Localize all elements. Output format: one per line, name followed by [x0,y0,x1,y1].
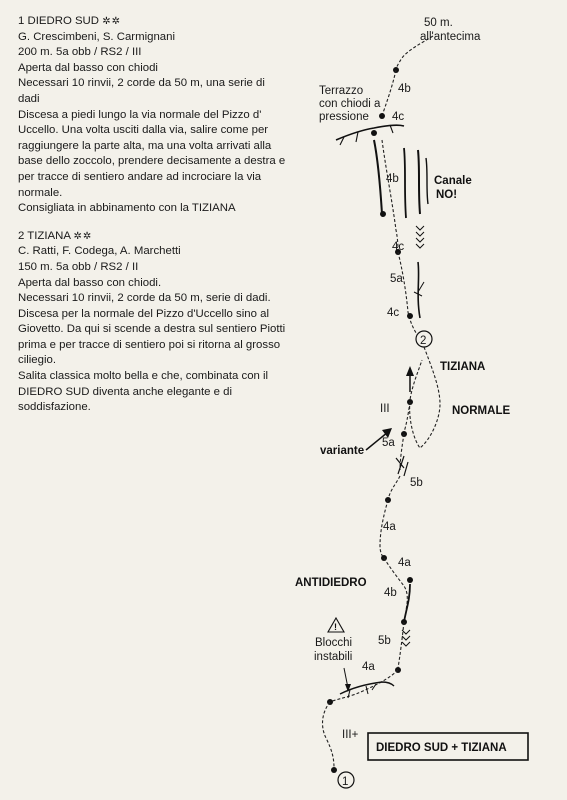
warning-mark: ! [334,622,337,632]
route-title: 1 DIEDRO SUD [18,15,100,27]
stand-number-2: 2 [420,335,427,347]
route-advice: Consigliata in abbinamento con la TIZIANA [18,202,236,215]
crack-line [404,148,406,218]
combo-route-label: DIEDRO SUD + TIZIANA [376,742,507,754]
route-line [382,70,396,116]
route-line [388,476,400,500]
route-line [398,252,418,336]
route-gear: Necessari 10 rinvii, 2 corde da 50 m, serie di dadi. [18,292,271,305]
route-descent: Discesa per la normale del Pizzo d'Uccello sino al Giovetto. Da qui si scende a destra sul sentiero Piotti prima e per tracce di sentiero poi si ritorna al grosso ciliegio. [18,307,286,367]
arrow-head-icon [406,366,414,376]
belay-point [379,113,385,119]
pitch-grade: III+ [342,729,359,741]
top-note-destination: all'antecima [420,31,481,43]
canale-label: NO! [436,189,458,201]
route-descent: Discesa a piedi lungo la via normale del Pizzo d' Uccello. Una volta usciti dalla via, salire come per raggiungere la parte alta, ma una volta arrivati alla base dello zoccolo, prendere decisamente a destra e per tracce di sentiero andare ad incrociare la via normale. [18,108,286,199]
antidiedro-label: ANTIDIEDRO [295,577,367,589]
belay-point [371,130,377,136]
pitch-grade: 4a [398,557,411,569]
belay-point [407,313,413,319]
route-notes: Salita classica molto bella e che, combinata con il DIEDRO SUD diventa anche elegante e di soddisfazione. [18,370,269,414]
stand-number-1: 1 [342,776,349,788]
top-note-distance: 50 m. [424,17,453,29]
pitch-grade: 5a [382,437,395,449]
route-authors: G. Crescimbeni, S. Carmignani [18,30,175,43]
belay-point [407,577,413,583]
pitch-grade: 4b [398,83,411,95]
route-line [398,622,404,668]
route-gear: Necessari 10 rinvii, 2 corde da 50 m, una serie di dadi [18,77,265,105]
pitch-grade: 4b [384,587,397,599]
slab-hatching [416,226,424,248]
pitch-grade: 4c [387,307,400,319]
route-opening: Aperta dal basso con chiodi [18,61,158,74]
crack-line [396,456,408,476]
crack-line [374,140,382,214]
terrace-label: pressione [319,111,369,123]
route-line [382,140,398,250]
canale-crack [426,158,428,204]
terrace-label: Terrazzo [319,85,364,97]
pitch-grade: 4b [386,173,399,185]
pitch-grade: III [380,403,390,415]
route-line [323,702,334,768]
route-title: 2 TIZIANA [18,229,71,242]
belay-point [331,767,337,773]
route-grade: 200 m. 5a obb / RS2 / III [18,46,142,59]
belay-point [380,211,386,217]
loose-blocks-label: Blocchi [315,637,353,649]
star-rating-icon: ✲✲ [73,230,93,242]
canale-label: Canale [434,175,472,187]
canale-crack [418,150,420,214]
pitch-grade: 5b [410,477,423,489]
normale-label: NORMALE [452,405,511,417]
variante-label: variante [320,445,365,457]
terrace-ledge [336,125,404,140]
loose-blocks-label: instabili [314,651,353,663]
pitch-grade: 4c [392,111,405,123]
pitch-grade: 4a [383,521,396,533]
pitch-grade: 4a [362,661,375,673]
tiziana-label: TIZIANA [440,361,486,373]
pitch-grade: 5a [390,273,403,285]
route-authors: C. Ratti, F. Codega, A. Marchetti [18,245,181,258]
route-grade: 150 m. 5a obb / RS2 / II [18,260,139,273]
route-opening: Aperta dal basso con chiodi. [18,276,162,289]
normale-path [410,347,440,448]
star-rating-icon: ✲✲ [102,16,121,27]
terrace-label: con chiodi a [319,98,381,110]
pitch-grade: 4c [392,241,405,253]
pitch-grade: 5b [378,635,391,647]
